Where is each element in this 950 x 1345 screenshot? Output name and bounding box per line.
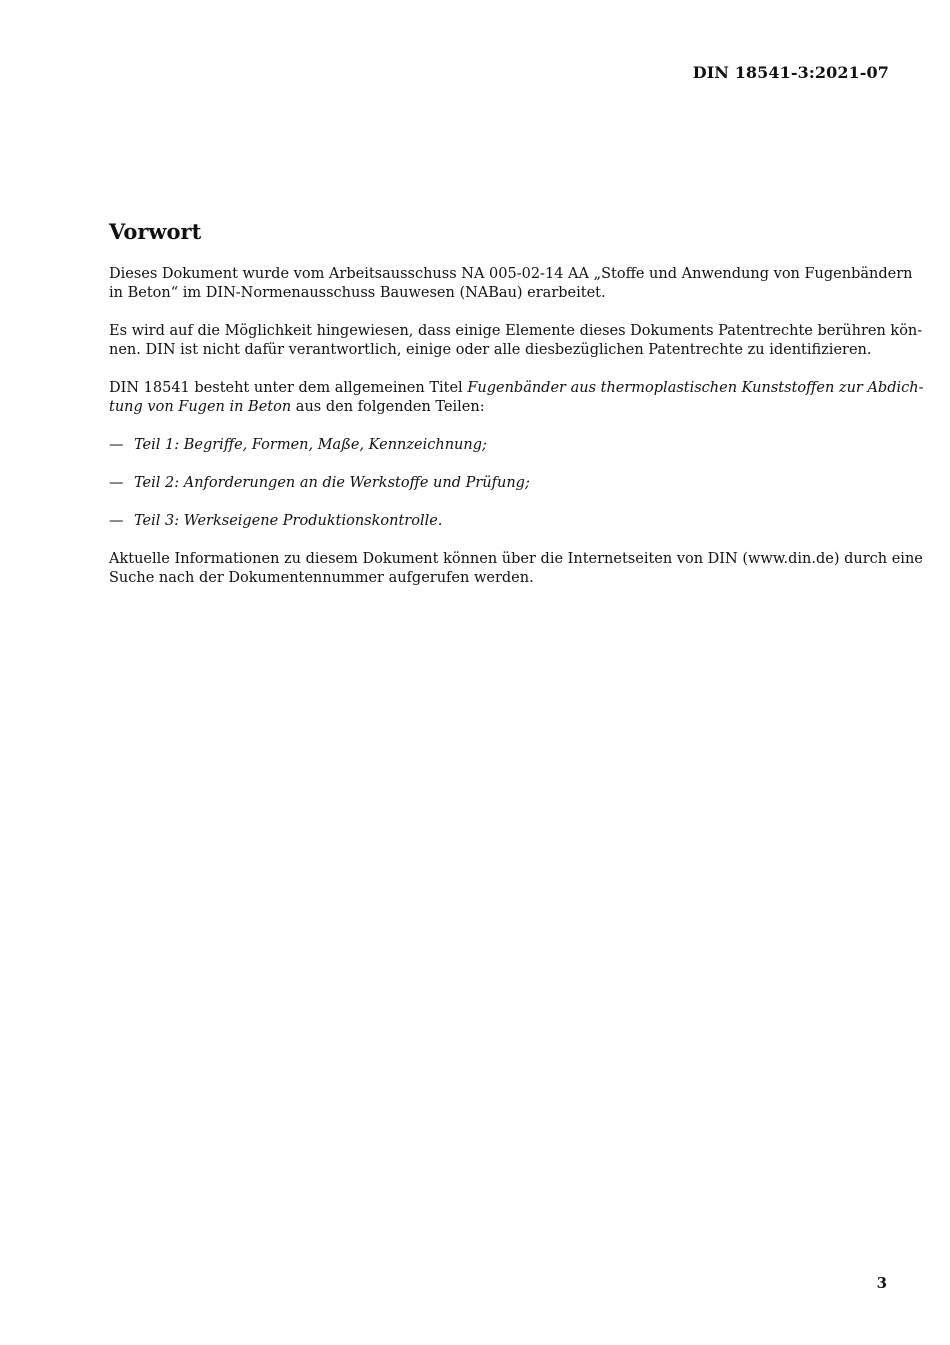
paragraph-series-title: [109, 379, 924, 417]
list-item-part-3: [109, 512, 888, 531]
page-number: 3: [876, 1274, 887, 1292]
paragraph-line: [109, 398, 888, 417]
paragraph-current-info: [109, 550, 923, 588]
text-italic-title: Fugenbänder aus thermoplastischen Kunststoffen zur Abdich-: [467, 380, 924, 396]
list-dash: —: [109, 475, 124, 491]
list-dash: —: [109, 513, 124, 529]
main-content: [109, 218, 924, 607]
paragraph-line: Aktuelle Informationen zu diesem Dokument können über die Internetseiten von DIN (www.din.de) durch eine: [109, 551, 923, 567]
paragraph-line: in Beton“ im DIN-Normenausschuss Bauwesen (NABau) erarbeitet.: [109, 285, 606, 301]
paragraph-line: Suche nach der Dokumentennummer aufgerufen werden.: [109, 570, 534, 586]
paragraph-committee: [109, 265, 913, 303]
text-plain: DIN 18541 besteht unter dem allgemeinen Titel: [109, 380, 468, 396]
list-item-text: Teil 3: Werkseigene Produktionskontrolle.: [134, 513, 443, 529]
paragraph-line: Es wird auf die Möglichkeit hingewiesen, dass einige Elemente dieses Dokuments Patentrechte berühren kön-: [109, 323, 923, 339]
paragraph-line: Dieses Dokument wurde vom Arbeitsausschuss NA 005-02-14 AA „Stoffe und Anwendung von Fugenbändern: [109, 266, 913, 282]
list-item-text: Teil 1: Begriffe, Formen, Maße, Kennzeichnung;: [134, 437, 487, 453]
section-title: Vorwort: [109, 219, 202, 244]
list-item-part-2: [109, 474, 888, 493]
list-item-part-1: [109, 436, 888, 455]
paragraph-patent-notice: [109, 322, 923, 360]
paragraph-line: [109, 379, 924, 398]
document-id-header: DIN 18541-3:2021-07: [692, 63, 889, 82]
list-dash: —: [109, 437, 124, 453]
paragraph-line: nen. DIN ist nicht dafür verantwortlich, einige oder alle diesbezüglichen Patentrechte zu identifizieren.: [109, 342, 872, 358]
text-plain: aus den folgenden Teilen:: [291, 399, 485, 415]
list-item-text: Teil 2: Anforderungen an die Werkstoffe und Prüfung;: [134, 475, 530, 491]
text-italic-title: tung von Fugen in Beton: [109, 399, 292, 415]
